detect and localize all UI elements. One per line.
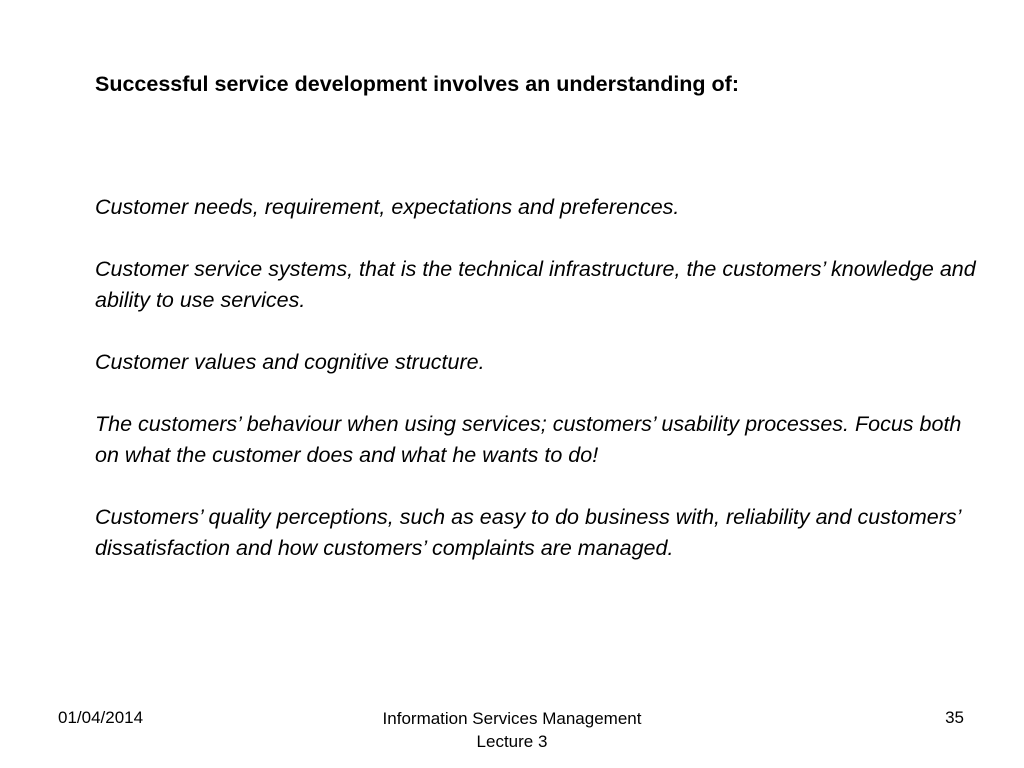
footer-lecture-label: Lecture 3 <box>476 732 548 751</box>
list-item: Customers’ quality perceptions, such as easy to do business with, reliability and customers’ dissatisfaction and how customers’ complaints are managed. <box>95 505 961 560</box>
list-item: Customer needs, requirement, expectations and preferences. <box>95 195 680 219</box>
list-item: Customer service systems, that is the technical infrastructure, the customers’ knowledge and ability to use services. <box>95 257 976 312</box>
page-number: 35 <box>945 708 964 727</box>
list-item: The customers’ behaviour when using services; customers’ usability processes. Focus both on what the customer does and what he wants to do! <box>95 412 962 467</box>
body-text-list <box>95 192 985 595</box>
list-item: Customer values and cognitive structure. <box>95 350 485 374</box>
footer-course-name: Information Services Management <box>382 709 642 728</box>
footer-date: 01/04/2014 <box>58 708 144 727</box>
footer-course-title <box>312 707 712 753</box>
slide-title: Successful service development involves an understanding of: <box>95 72 739 96</box>
